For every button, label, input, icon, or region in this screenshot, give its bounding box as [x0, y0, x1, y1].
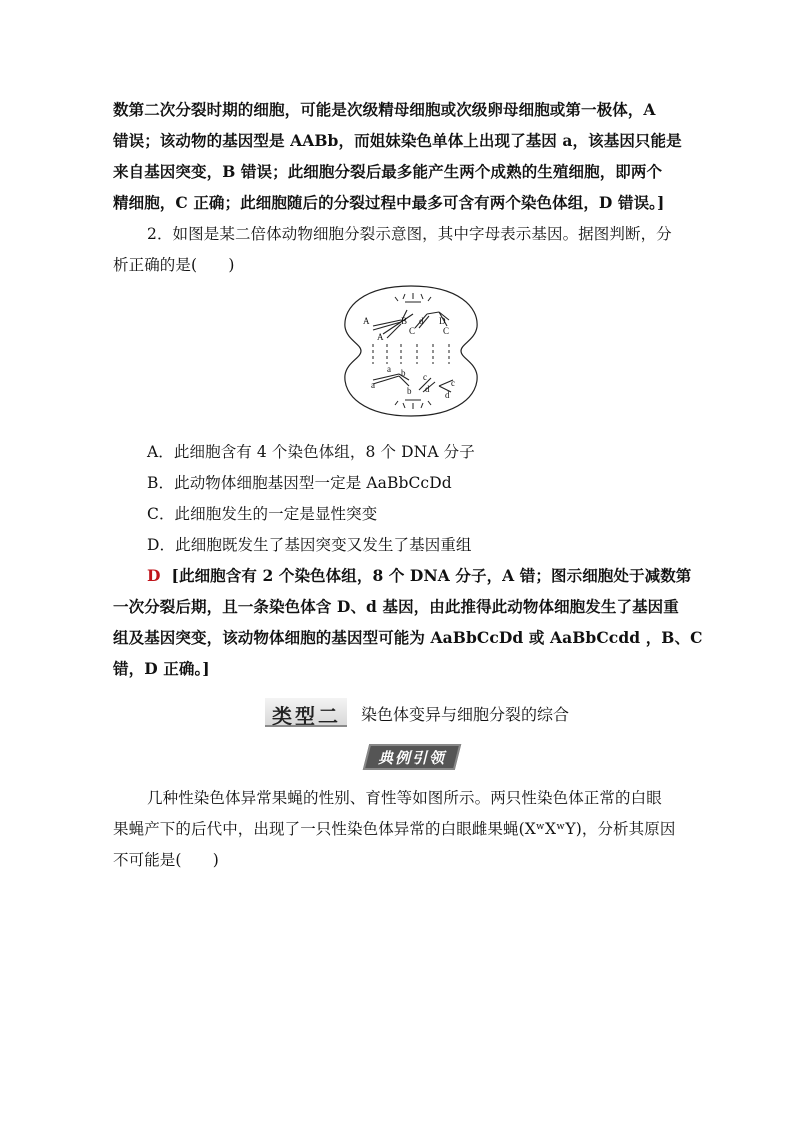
answer-explanation: [147, 566, 717, 586]
spindle-fibers: [373, 344, 449, 364]
gene-label: b: [401, 368, 406, 378]
option-d: D．此细胞既发生了基因突变又发生了基因重组: [147, 536, 472, 554]
text-line: 精细胞，C 正确；此细胞随后的分裂过程中最多可含有两个染色体组，D 错误。]: [113, 193, 665, 212]
gene-label: d: [445, 390, 450, 400]
gene-label: b: [407, 386, 412, 396]
question-3-stem: 不可能是( ): [113, 851, 219, 869]
explanation-text: [此细胞含有 2 个染色体组，8 个 DNA 分子，A 错；图示细胞处于减数第: [171, 566, 692, 585]
gene-label: a: [387, 364, 391, 374]
question-2-stem: 2．如图是某二倍体动物细胞分裂示意图，其中字母表示基因。据图判断，分: [147, 225, 672, 243]
gene-label: D: [439, 316, 446, 326]
explanation-line: 一次分裂后期，且一条染色体含 D、d 基因，由此推得此动物体细胞发生了基因重: [113, 597, 679, 616]
cell-membrane: [345, 286, 477, 416]
text-line: 错误；该动物的基因型是 AABb，而姐妹染色单体上出现了基因 a，该基因只能是: [113, 131, 682, 150]
badge-label: 典例引领: [377, 749, 446, 767]
gene-label: d: [419, 316, 424, 326]
question-3-stem: 几种性染色体异常果蝇的性别、育性等如图所示。两只性染色体正常的白眼: [147, 789, 662, 807]
spindle-top: [395, 293, 431, 302]
type-label: 类型二: [272, 704, 341, 728]
spindle-bottom: [395, 400, 431, 409]
gene-label: C: [443, 326, 450, 336]
explanation-line: 错，D 正确。]: [113, 659, 210, 678]
gene-label: a: [371, 380, 375, 390]
section-header: [265, 698, 595, 726]
gene-label: C: [409, 326, 416, 336]
explanation-line: 组及基因突变，该动物体细胞的基因型可能为 AaBbCcDd 或 AaBbCcdd ，B、C: [113, 628, 703, 647]
gene-label: A: [377, 332, 384, 342]
answer-letter: D: [147, 566, 161, 585]
gene-label: c: [451, 378, 455, 388]
question-3-stem: 果蝇产下的后代中，出现了一只性染色体异常的白眼雌果蝇(XʷXʷY)，分析其原因: [113, 820, 676, 838]
gene-label: B: [401, 316, 408, 326]
text-line: 来自基因突变，B 错误；此细胞分裂后最多能产生两个成熟的生殖细胞，即两个: [113, 162, 663, 181]
text-line: 数第二次分裂时期的细胞，可能是次级精母细胞或次级卵母细胞或第一极体，A: [113, 100, 656, 119]
gene-label: c: [423, 372, 427, 382]
cell-division-diagram: [343, 282, 479, 420]
option-a: A．此细胞含有 4 个染色体组，8 个 DNA 分子: [147, 443, 475, 461]
option-c: C．此细胞发生的一定是显性突变: [147, 505, 378, 523]
option-b: B．此动物体细胞基因型一定是 AaBbCcDd: [147, 474, 452, 492]
type-label-box: [265, 698, 347, 727]
example-badge: [366, 744, 458, 770]
gene-label: d: [425, 384, 430, 394]
question-2-stem: 析正确的是( ): [113, 256, 235, 274]
section-title: 染色体变异与细胞分裂的综合: [361, 705, 570, 724]
chromosomes-bottom: [373, 374, 453, 392]
gene-label: A: [363, 316, 370, 326]
